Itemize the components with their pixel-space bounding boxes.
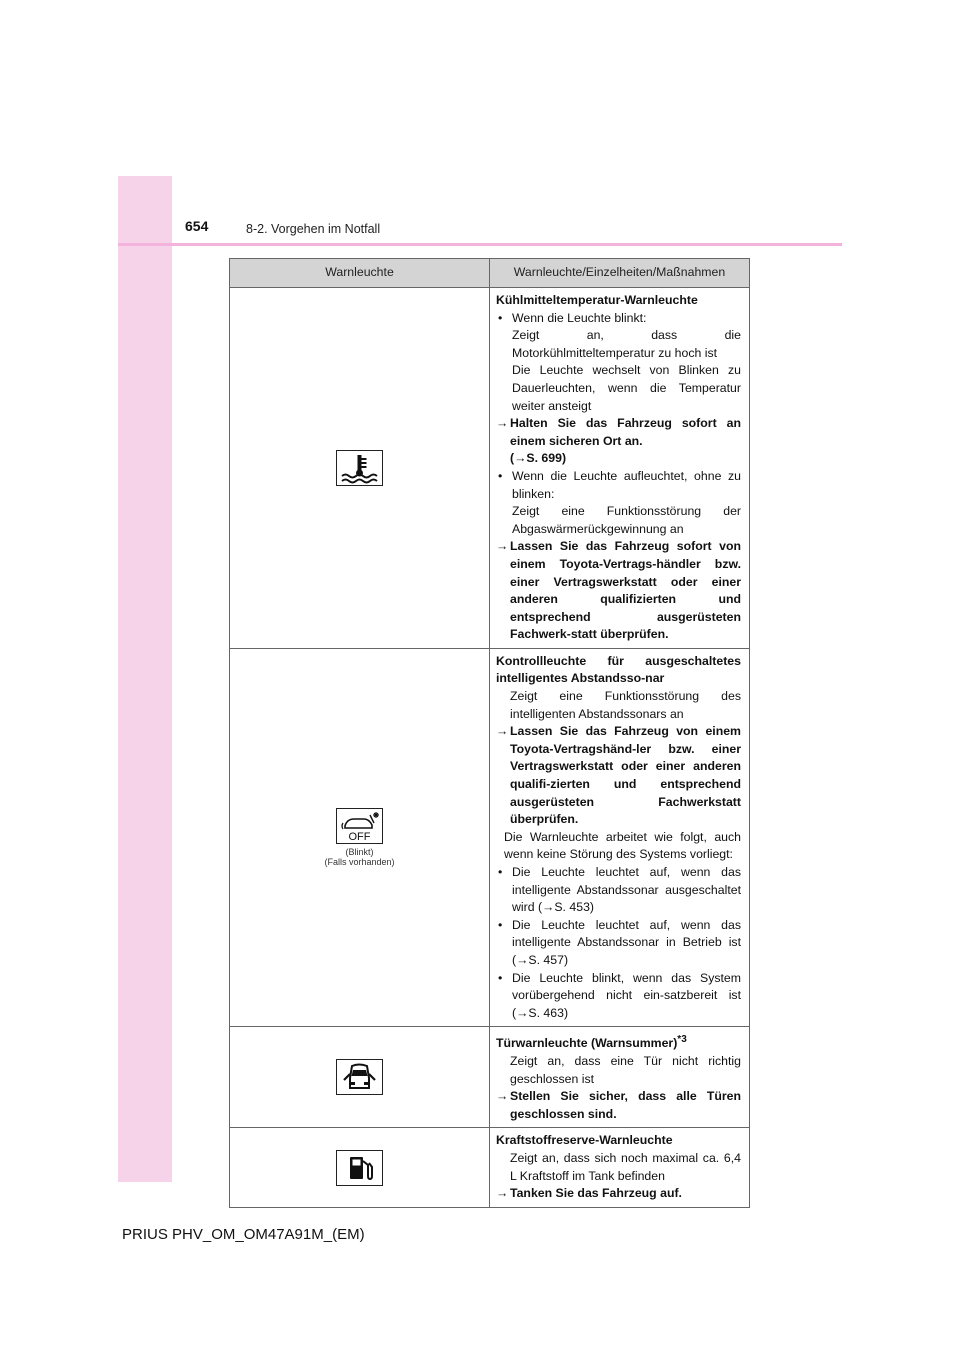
note-text: Die Warnleuchte arbeitet wie folgt, auch wenn keine Störung des Systems vorliegt:: [504, 829, 741, 862]
section-title: 8-2. Vorgehen im Notfall: [246, 222, 381, 236]
chapter-tab-strip: [118, 176, 172, 1182]
table-row: [230, 1027, 750, 1128]
action-item: → Stellen Sie sicher, dass alle Türen geschlossen sind.: [496, 1088, 741, 1123]
bullet-marker: •: [498, 468, 503, 483]
action-item: → Halten Sie das Fahrzeug sofort an einem sicheren Ort an.: [496, 415, 741, 450]
icon-caption: (Blinkt): [345, 847, 374, 858]
page-number: 654: [185, 218, 209, 234]
details-cell: [490, 648, 750, 1026]
bullet-marker: •: [498, 917, 503, 932]
row-title: Kühlmitteltemperatur-Warnleuchte: [496, 293, 698, 307]
icon-cell: [230, 1128, 490, 1208]
arrow-marker: →: [496, 416, 509, 431]
column-header-details: Warnleuchte/Einzelheiten/Maßnahmen: [490, 259, 750, 288]
detail-text: Die Leuchte wechselt von Blinken zu Dauerleuchten, wenn die Temperatur weiter ansteigt: [512, 363, 741, 413]
arrow-marker: →: [496, 724, 509, 739]
bullet-item: • Wenn die Leuchte blinkt:: [496, 310, 741, 328]
arrow-marker: →: [496, 1089, 509, 1104]
arrow-marker: →: [496, 1186, 509, 1201]
detail-text: Zeigt an, dass die Motorkühlmitteltemperatur zu hoch ist: [512, 328, 741, 360]
action-item: → Tanken Sie das Fahrzeug auf.: [496, 1185, 741, 1203]
arrow-marker: →: [496, 539, 509, 554]
detail-text: Zeigt eine Funktionsstörung der Abgaswärmerückgewinnung an: [512, 504, 741, 536]
icon-caption: (Falls vorhanden): [324, 857, 395, 868]
table-row: [230, 288, 750, 649]
table-header-row: [230, 259, 750, 288]
detail-text: Zeigt an, dass sich noch maximal ca. 6,4 L Kraftstoff im Tank befinden: [510, 1151, 741, 1183]
icon-cell: [230, 648, 490, 1026]
bullet-item: • Die Leuchte leuchtet auf, wenn das intelligente Abstandssonar ausgeschaltet wird (→S. 453): [496, 864, 741, 917]
detail-text: Zeigt eine Funktionsstörung des intelligenten Abstandssonars an: [510, 689, 741, 721]
table-row: [230, 1128, 750, 1208]
action-item: → Lassen Sie das Fahrzeug von einem Toyota-Vertragshänd-ler bzw. einer Vertragswerkstatt oder einer anderen qualifi-zierten und entsprechend ausgerüsteten Fachwerkstatt überprüfen.: [496, 723, 741, 829]
icon-cell: [230, 1027, 490, 1128]
header-divider: [118, 243, 842, 246]
column-header-warnleuchte: Warnleuchte: [230, 259, 490, 288]
bullet-marker: •: [498, 970, 503, 985]
detail-text: Zeigt an, dass eine Tür nicht richtig geschlossen ist: [510, 1054, 741, 1086]
sonar-off-label: OFF: [348, 831, 371, 844]
bullet-item: • Die Leuchte blinkt, wenn das System vorübergehend nicht ein-satzbereit ist (→S. 463): [496, 970, 741, 1023]
page-reference: (→S. 699): [510, 451, 567, 466]
details-cell: [490, 1027, 750, 1128]
row-title: Kraftstoffreserve-Warnleuchte: [496, 1133, 673, 1148]
footnote-marker: *3: [677, 1034, 687, 1046]
warning-light-table: [229, 258, 750, 1208]
fuel-pump-icon: [336, 1150, 383, 1186]
details-cell: [490, 1128, 750, 1208]
row-title: Kontrollleuchte für ausgeschaltetes intelligentes Abstandsso-nar: [496, 653, 741, 686]
sonar-off-icon: [336, 808, 383, 844]
coolant-temperature-icon: [336, 450, 383, 486]
details-cell: [490, 288, 750, 649]
row-title: Türwarnleuchte (Warnsummer)$^{*3}$: [496, 1034, 687, 1051]
door-open-icon: [336, 1059, 383, 1095]
bullet-item: • Wenn die Leuchte aufleuchtet, ohne zu blinken:: [496, 468, 741, 503]
table-row: [230, 648, 750, 1026]
action-item: → Lassen Sie das Fahrzeug sofort von einem Toyota-Vertrags-händler bzw. einer Vertragswerkstatt oder einer anderen qualifizierten und entsprechend ausgerüsteten Fachwerk-statt überprüfen.: [496, 538, 741, 644]
bullet-item: • Die Leuchte leuchtet auf, wenn das intelligente Abstandssonar in Betrieb ist (→S. 457): [496, 917, 741, 970]
icon-cell: [230, 288, 490, 649]
bullet-marker: •: [498, 865, 503, 879]
footer-model-code: PRIUS PHV_OM_OM47A91M_(EM): [122, 1226, 365, 1243]
bullet-marker: •: [498, 310, 503, 325]
